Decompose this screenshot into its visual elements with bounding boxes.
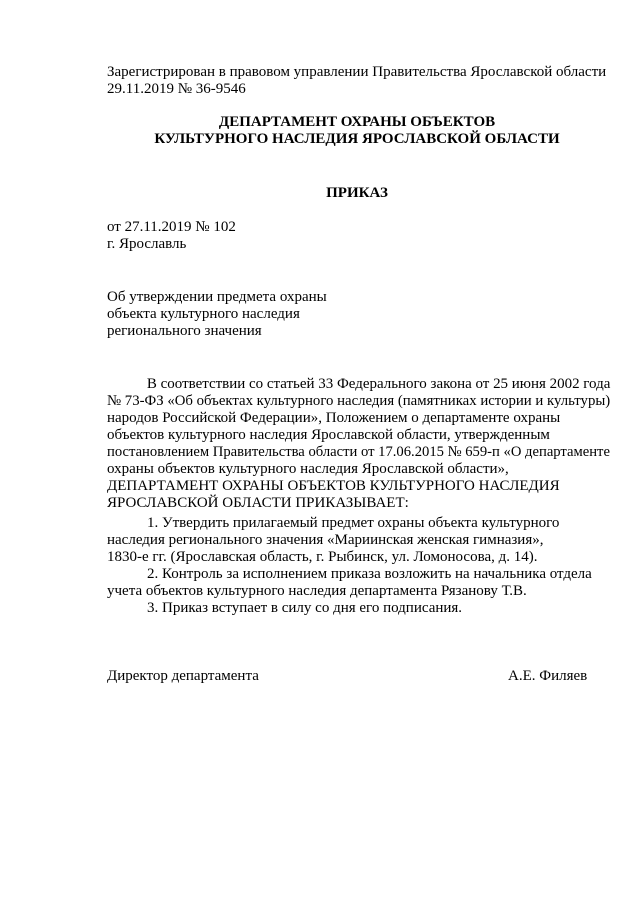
department-title-line-1: ДЕПАРТАМЕНТ ОХРАНЫ ОБЪЕКТОВ xyxy=(218,114,496,130)
item-2-line-2: учета объектов культурного наследия департамента Рязанову Т.В. xyxy=(107,583,527,599)
subject-line-1: Об утверждении предмета охраны xyxy=(107,289,327,305)
preamble-line-8: ЯРОСЛАВСКОЙ ОБЛАСТИ ПРИКАЗЫВАЕТ: xyxy=(107,495,409,511)
registration-line-1: Зарегистрирован в правовом управлении Правительства Ярославской области xyxy=(107,64,607,80)
signature-name: А.Е. Филяев xyxy=(508,668,588,684)
item-2-line-1: 2. Контроль за исполнением приказа возложить на начальника отдела xyxy=(147,566,592,582)
preamble-line-4: объектов культурного наследия Ярославской области, утвержденным xyxy=(107,427,550,443)
order-city: г. Ярославль xyxy=(107,236,187,252)
preamble-line-7: ДЕПАРТАМЕНТ ОХРАНЫ ОБЪЕКТОВ КУЛЬТУРНОГО НАСЛЕДИЯ xyxy=(107,478,560,494)
preamble-line-6: охраны объектов культурного наследия Ярославской области», xyxy=(107,461,509,477)
order-date-number: от 27.11.2019 № 102 xyxy=(107,219,236,235)
department-title-line-2: КУЛЬТУРНОГО НАСЛЕДИЯ ЯРОСЛАВСКОЙ ОБЛАСТИ xyxy=(154,131,560,147)
signature-position: Директор департамента xyxy=(107,668,259,684)
preamble-line-2: № 73-ФЗ «Об объектах культурного наследия (памятниках истории и культуры) xyxy=(107,393,611,409)
item-1-line-2: наследия регионального значения «Мариинская женская гимназия», xyxy=(107,532,544,548)
subject-line-3: регионального значения xyxy=(107,323,262,339)
document-type-heading: ПРИКАЗ xyxy=(326,185,388,201)
registration-line-2: 29.11.2019 № 36-9546 xyxy=(107,81,246,97)
subject-line-2: объекта культурного наследия xyxy=(107,306,300,322)
item-1-line-1: 1. Утвердить прилагаемый предмет охраны объекта культурного xyxy=(147,515,560,531)
preamble-line-3: народов Российской Федерации», Положением о департаменте охраны xyxy=(107,410,561,426)
preamble-line-1: В соответствии со статьей 33 Федерального закона от 25 июня 2002 года xyxy=(146,376,611,392)
item-1-line-3: 1830-е гг. (Ярославская область, г. Рыбинск, ул. Ломоносова, д. 14). xyxy=(107,549,538,565)
preamble-line-5: постановлением Правительства области от 17.06.2015 № 659-п «О департаменте xyxy=(107,444,610,460)
item-3-line-1: 3. Приказ вступает в силу со дня его подписания. xyxy=(147,600,463,616)
